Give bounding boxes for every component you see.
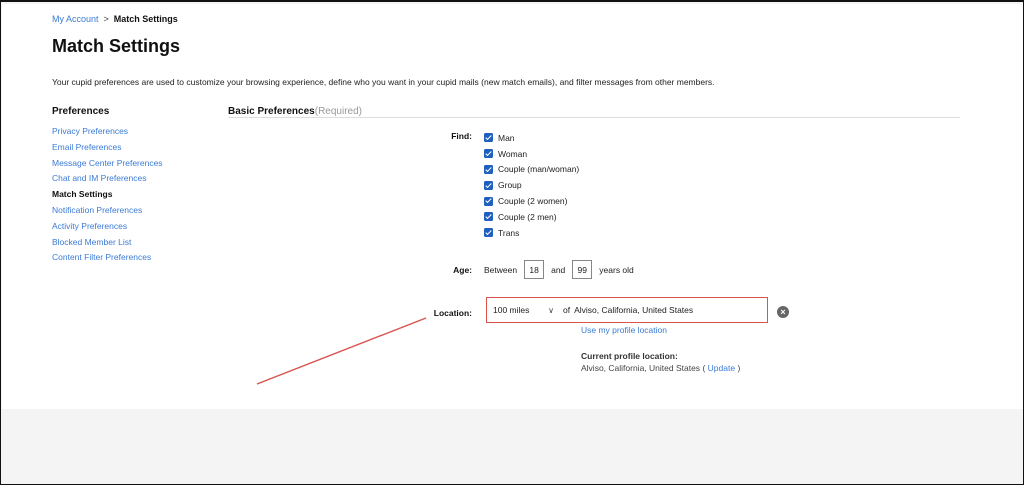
checkbox-checked-icon[interactable] xyxy=(484,165,493,174)
age-suffix-text: years old xyxy=(599,264,634,275)
find-option-label: Woman xyxy=(498,148,528,159)
sidebar-item-blocked-members[interactable]: Blocked Member List xyxy=(52,236,132,247)
breadcrumb xyxy=(52,14,178,24)
use-profile-location-link[interactable]: Use my profile location xyxy=(581,325,667,335)
sidebar-item-chat-im[interactable]: Chat and IM Preferences xyxy=(52,173,147,184)
intro-text: Your cupid preferences are used to customize your browsing experience, define who you want in your cupid mails (new match emails), and filter messages from other members. xyxy=(52,77,715,87)
location-field xyxy=(486,297,768,323)
sidebar-heading xyxy=(52,101,212,117)
breadcrumb-current: Match Settings xyxy=(113,14,178,24)
checkbox-checked-icon[interactable] xyxy=(484,212,493,221)
find-options xyxy=(484,130,579,241)
find-option-couple-2-men[interactable] xyxy=(484,209,579,225)
breadcrumb-separator: > xyxy=(103,14,109,24)
find-option-label: Group xyxy=(498,180,522,191)
age-min-input[interactable]: 18 xyxy=(524,260,544,279)
location-input[interactable]: Alviso, California, United States xyxy=(574,305,694,315)
paren-open: ( xyxy=(702,363,706,373)
find-option-label: Man xyxy=(498,132,515,143)
update-location-link[interactable]: Update xyxy=(707,363,736,373)
age-between-text: Between xyxy=(484,264,518,275)
checkbox-checked-icon[interactable] xyxy=(484,197,493,206)
current-location-label: Current profile location: xyxy=(581,351,678,361)
section-required-note: (Required) xyxy=(314,106,362,117)
sidebar-item-message-center[interactable]: Message Center Preferences xyxy=(52,157,163,168)
current-location-value xyxy=(581,363,740,373)
find-option-couple-2-women[interactable] xyxy=(484,193,579,209)
sidebar-item-content-filter[interactable]: Content Filter Preferences xyxy=(52,252,152,263)
find-option-group[interactable] xyxy=(484,177,579,193)
checkbox-checked-icon[interactable] xyxy=(484,228,493,237)
location-label: Location: xyxy=(433,308,472,318)
age-and-text: and xyxy=(551,264,566,275)
section-header xyxy=(228,101,960,118)
find-option-label: Couple (2 men) xyxy=(498,211,557,222)
find-option-man[interactable] xyxy=(484,130,579,146)
paren-close: ) xyxy=(737,363,741,373)
clear-x-icon[interactable]: × xyxy=(777,306,789,318)
distance-select[interactable] xyxy=(487,305,560,315)
find-option-woman[interactable] xyxy=(484,146,579,162)
location-of-text: of xyxy=(563,305,571,315)
sidebar-nav xyxy=(52,125,163,267)
find-option-label: Couple (2 women) xyxy=(498,196,568,207)
current-location-text: Alviso, California, United States xyxy=(581,363,701,373)
sidebar-item-match-settings[interactable]: Match Settings xyxy=(52,189,113,200)
age-max-input[interactable]: 99 xyxy=(572,260,592,279)
checkbox-checked-icon[interactable] xyxy=(484,133,493,142)
breadcrumb-my-account-link[interactable]: My Account xyxy=(52,14,99,24)
sidebar-item-email[interactable]: Email Preferences xyxy=(52,141,122,152)
checkbox-checked-icon[interactable] xyxy=(484,149,493,158)
checkbox-checked-icon[interactable] xyxy=(484,181,493,190)
find-option-label: Trans xyxy=(498,227,520,238)
sidebar-item-notification[interactable]: Notification Preferences xyxy=(52,204,143,215)
distance-value: 100 miles xyxy=(493,305,530,315)
find-label: Find: xyxy=(451,131,472,141)
section-title: Basic Preferences xyxy=(228,106,315,117)
find-option-label: Couple (man/woman) xyxy=(498,164,580,175)
find-option-couple-man-woman[interactable] xyxy=(484,162,579,178)
find-option-trans[interactable] xyxy=(484,225,579,241)
sidebar-heading-label: Preferences xyxy=(52,106,110,117)
page-title: Match Settings xyxy=(52,36,181,56)
sidebar-item-privacy[interactable]: Privacy Preferences xyxy=(52,126,129,136)
age-label: Age: xyxy=(453,265,472,275)
sidebar-item-activity[interactable]: Activity Preferences xyxy=(52,220,128,231)
age-range xyxy=(484,260,634,279)
chevron-down-icon: ∨ xyxy=(548,305,554,315)
